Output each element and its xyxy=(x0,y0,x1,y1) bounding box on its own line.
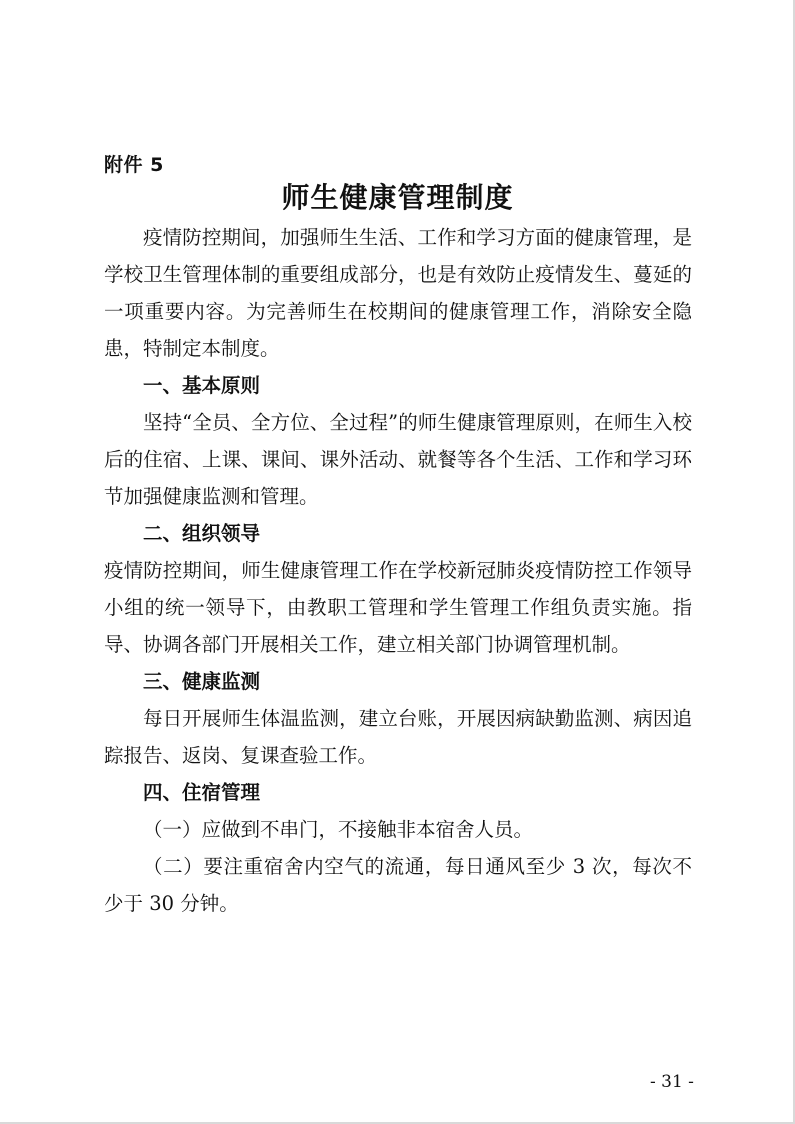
page-number: - 31 - xyxy=(650,1072,694,1092)
section-heading-accommodation: 四、住宿管理 xyxy=(143,781,261,804)
section-heading-principles: 一、基本原则 xyxy=(143,374,261,397)
section-accommodation-item-2: （二）要注重宿舍内空气的流通，每日通风至少 3 次，每次不少于 30 分钟。 xyxy=(104,855,692,915)
section-heading-organization: 二、组织领导 xyxy=(143,522,261,545)
section-accommodation-item-1: （一）应做到不串门，不接触非本宿舍人员。 xyxy=(143,818,534,841)
section-organization-paragraph: 疫情防控期间，师生健康管理工作在学校新冠肺炎疫情防控工作领导小组的统一领导下，由教职工管理和学生管理工作组负责实施。指导、协调各部门开展相关工作，建立相关部门协调管理机制。 xyxy=(104,559,692,656)
document-title: 师生健康管理制度 xyxy=(281,181,514,214)
document-body xyxy=(104,219,692,922)
section-health-monitoring-paragraph: 每日开展师生体温监测，建立台账，开展因病缺勤监测、病因追踪报告、返岗、复课查验工作。 xyxy=(104,707,692,767)
attachment-label: 附件 5 xyxy=(104,154,164,176)
intro-paragraph: 疫情防控期间，加强师生生活、工作和学习方面的健康管理，是学校卫生管理体制的重要组成部分，也是有效防止疫情发生、蔓延的一项重要内容。为完善师生在校期间的健康管理工作，消除安全隐患，特制定本制度。 xyxy=(104,226,692,360)
section-heading-health-monitoring: 三、健康监测 xyxy=(143,670,261,693)
section-principles-paragraph: 坚持“全员、全方位、全过程”的师生健康管理原则，在师生入校后的住宿、上课、课间、课外活动、就餐等各个生活、工作和学习环节加强健康监测和管理。 xyxy=(104,411,692,508)
